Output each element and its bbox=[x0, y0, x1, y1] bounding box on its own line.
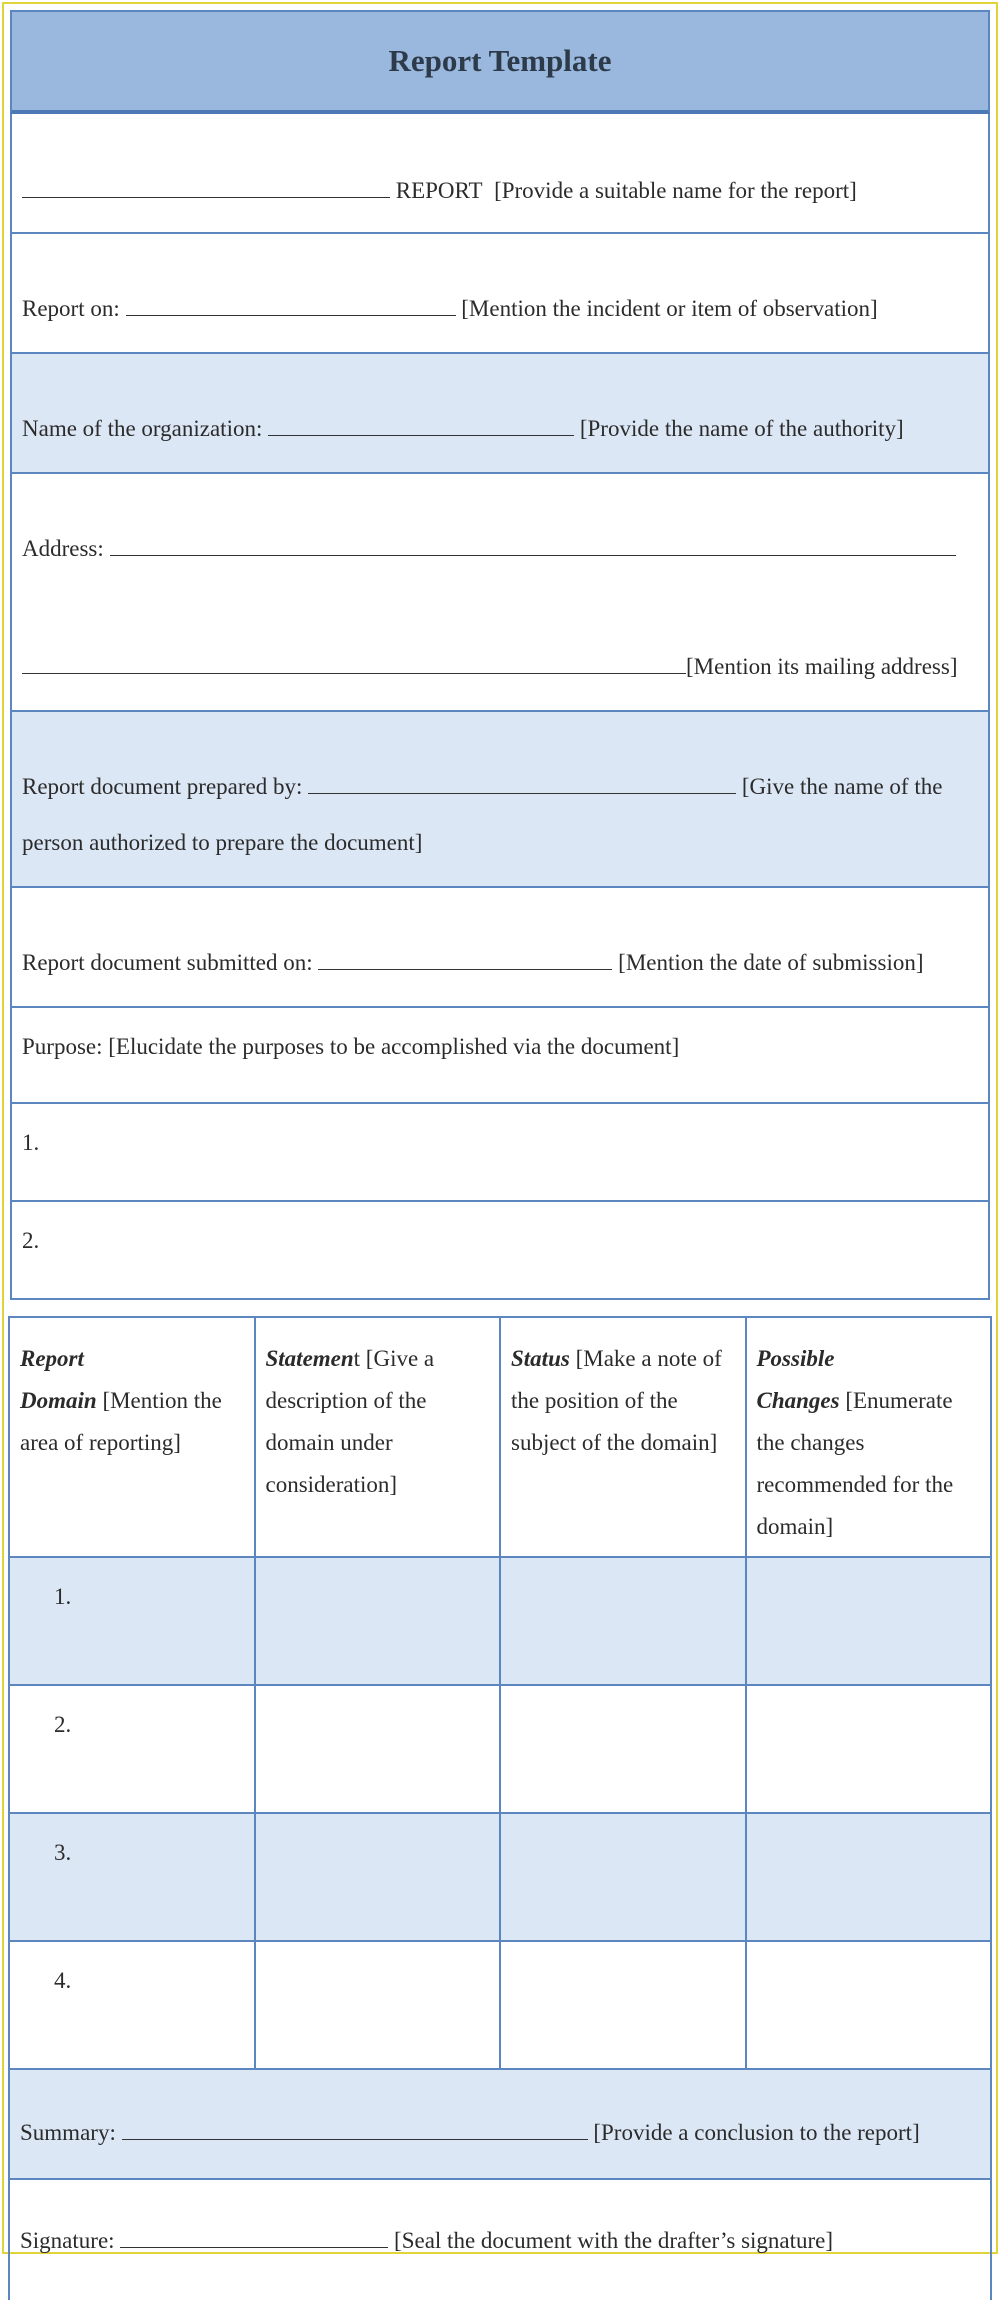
changes-cell[interactable] bbox=[746, 1941, 992, 2069]
report-name-blank[interactable] bbox=[22, 196, 390, 198]
submitted-on-label: Report document submitted on: bbox=[22, 950, 313, 975]
report-on-blank[interactable] bbox=[126, 314, 456, 316]
purpose-item-row[interactable] bbox=[10, 1104, 990, 1202]
table-row bbox=[9, 1557, 991, 1685]
statement-cell[interactable] bbox=[255, 1557, 501, 1685]
status-cell[interactable] bbox=[500, 1941, 746, 2069]
prepared-by-row bbox=[10, 712, 990, 888]
summary-blank[interactable] bbox=[122, 2138, 588, 2140]
header-bold: Report bbox=[20, 1346, 84, 1371]
address-blank-2[interactable] bbox=[22, 672, 686, 674]
submitted-on-row bbox=[10, 888, 990, 1008]
table-row bbox=[9, 1685, 991, 1813]
report-name-hint: [Provide a suitable name for the report] bbox=[494, 178, 857, 203]
row-number: 4. bbox=[9, 1941, 255, 2069]
report-on-hint: [Mention the incident or item of observation] bbox=[461, 296, 878, 321]
header-statement bbox=[255, 1317, 501, 1557]
report-on-label: Report on: bbox=[22, 296, 120, 321]
changes-cell[interactable] bbox=[746, 1813, 992, 1941]
header-possible-changes bbox=[746, 1317, 992, 1557]
address-row bbox=[10, 474, 990, 712]
header-bold: Possible bbox=[756, 1346, 835, 1371]
status-cell[interactable] bbox=[500, 1557, 746, 1685]
organization-hint: [Provide the name of the authority] bbox=[579, 416, 904, 441]
header-text: t [Give a description of the domain under consideration] bbox=[265, 1346, 435, 1497]
row-number: 2. bbox=[9, 1685, 255, 1813]
statement-cell[interactable] bbox=[255, 1813, 501, 1941]
header-text: [Make a note of the position of the subject of the domain] bbox=[511, 1346, 722, 1455]
table-row bbox=[9, 1941, 991, 2069]
prepared-by-hint: [Give the name of the bbox=[741, 774, 943, 799]
table-header-row bbox=[9, 1317, 991, 1557]
address-blank-1[interactable] bbox=[110, 554, 956, 556]
submitted-on-blank[interactable] bbox=[318, 968, 612, 970]
purpose-item-number: 1. bbox=[22, 1130, 40, 1155]
summary-row bbox=[8, 2070, 992, 2180]
prepared-by-hint-cont: person authorized to prepare the document] bbox=[22, 830, 423, 855]
report-on-row bbox=[10, 234, 990, 354]
header-text: [Mention the area of reporting] bbox=[20, 1388, 222, 1455]
report-document bbox=[10, 10, 990, 2300]
header-text: [Enumerate the changes recommended for the domain] bbox=[756, 1388, 954, 1539]
prepared-by-label: Report document prepared by: bbox=[22, 774, 303, 799]
domain-table bbox=[8, 1316, 992, 2070]
purpose-text: Purpose: [Elucidate the purposes to be accomplished via the document] bbox=[22, 1034, 680, 1059]
changes-cell[interactable] bbox=[746, 1557, 992, 1685]
address-hint: [Mention its mailing address] bbox=[686, 654, 958, 679]
statement-cell[interactable] bbox=[255, 1685, 501, 1813]
header-bold: Domain bbox=[20, 1388, 97, 1413]
header-bold: Changes bbox=[756, 1388, 840, 1413]
title-bar bbox=[10, 10, 990, 114]
report-name-row bbox=[10, 114, 990, 234]
header-report-domain bbox=[9, 1317, 255, 1557]
row-number: 1. bbox=[9, 1557, 255, 1685]
purpose-row bbox=[10, 1008, 990, 1104]
header-status bbox=[500, 1317, 746, 1557]
signature-label: Signature: bbox=[20, 2228, 115, 2253]
row-number: 3. bbox=[9, 1813, 255, 1941]
page-title: Report Template bbox=[388, 43, 612, 78]
changes-cell[interactable] bbox=[746, 1685, 992, 1813]
table-row bbox=[9, 1813, 991, 1941]
purpose-item-number: 2. bbox=[22, 1228, 40, 1253]
summary-hint: [Provide a conclusion to the report] bbox=[593, 2120, 920, 2145]
organization-label: Name of the organization: bbox=[22, 416, 263, 441]
purpose-item-row[interactable] bbox=[10, 1202, 990, 1300]
signature-blank[interactable] bbox=[120, 2246, 388, 2248]
organization-blank[interactable] bbox=[268, 434, 574, 436]
status-cell[interactable] bbox=[500, 1685, 746, 1813]
signature-hint: [Seal the document with the drafter’s signature] bbox=[394, 2228, 834, 2253]
header-bold: Statemen bbox=[265, 1346, 354, 1371]
organization-row bbox=[10, 354, 990, 474]
address-label: Address: bbox=[22, 536, 104, 561]
header-bold: Status bbox=[511, 1346, 570, 1371]
section-gap bbox=[10, 1300, 990, 1316]
statement-cell[interactable] bbox=[255, 1941, 501, 2069]
report-name-label: REPORT bbox=[395, 178, 483, 203]
submitted-on-hint: [Mention the date of submission] bbox=[618, 950, 924, 975]
prepared-by-blank[interactable] bbox=[308, 792, 736, 794]
status-cell[interactable] bbox=[500, 1813, 746, 1941]
signature-row bbox=[8, 2180, 992, 2300]
summary-label: Summary: bbox=[20, 2120, 116, 2145]
